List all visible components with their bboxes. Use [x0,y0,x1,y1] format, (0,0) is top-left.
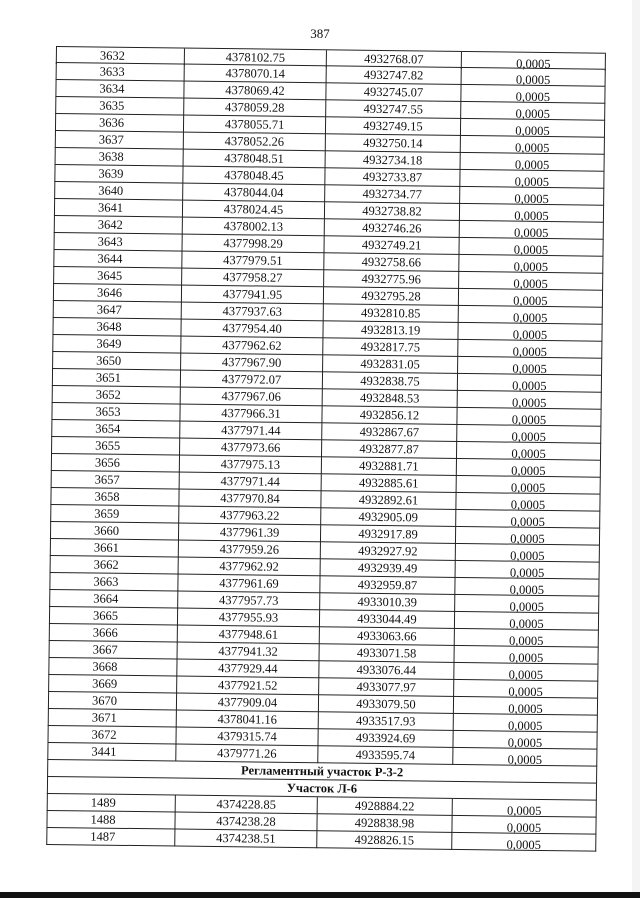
y-coordinate-cell: 4932747.82 [326,66,461,85]
y-coordinate-cell: 4932749.15 [325,117,460,136]
error-cell: 0,0005 [453,663,598,682]
error-cell: 0,0005 [456,408,601,427]
error-cell: 0,0005 [455,544,600,563]
point-number-cell: 3645 [53,267,181,286]
x-coordinate-cell: 4374238.28 [174,813,316,832]
x-coordinate-cell: 4377955.93 [177,609,319,628]
point-number-cell: 1488 [46,811,174,830]
y-coordinate-cell: 4932733.87 [324,168,459,187]
point-number-cell: 3663 [49,573,177,592]
x-coordinate-cell: 4377963.22 [178,507,320,526]
y-coordinate-cell: 4932817.75 [322,338,457,357]
error-cell: 0,0005 [453,714,598,733]
error-cell: 0,0005 [460,119,605,138]
error-cell: 0,0005 [458,289,603,308]
y-coordinate-cell: 4932747.55 [325,100,460,119]
error-cell: 0,0005 [460,153,605,172]
error-cell: 0,0005 [455,527,600,546]
error-cell: 0,0005 [452,731,597,750]
x-coordinate-cell: 4377966.31 [179,405,321,424]
x-coordinate-cell: 4377973.66 [179,439,321,458]
x-coordinate-cell: 4377975.13 [179,456,321,475]
y-coordinate-cell: 4932738.82 [324,202,459,221]
error-cell: 0,0005 [453,680,598,699]
point-number-cell: 3667 [49,641,177,660]
point-number-cell: 3640 [54,182,182,201]
point-number-cell: 3642 [54,216,182,235]
y-coordinate-cell: 4933010.39 [319,593,454,612]
x-coordinate-cell: 4377961.69 [177,575,319,594]
y-coordinate-cell: 4933079.50 [318,695,453,714]
y-coordinate-cell: 4932905.09 [320,508,455,527]
y-coordinate-cell: 4932856.12 [321,406,456,425]
point-number-cell: 3665 [49,607,177,626]
point-number-cell: 3662 [50,556,178,575]
x-coordinate-cell: 4378048.51 [183,150,325,169]
y-coordinate-cell: 4928838.98 [316,814,451,833]
point-number-cell: 3671 [48,709,176,728]
point-number-cell: 3672 [47,726,175,745]
y-coordinate-cell: 4932939.49 [320,559,455,578]
y-coordinate-cell: 4933044.49 [319,610,454,629]
point-number-cell: 3636 [55,114,183,133]
x-coordinate-cell: 4378002.13 [182,218,324,237]
x-coordinate-cell: 4378041.16 [176,711,318,730]
point-number-cell: 3633 [56,63,184,82]
point-number-cell: 3669 [48,675,176,694]
point-number-cell: 3634 [55,80,183,99]
x-coordinate-cell: 4374228.85 [175,796,317,815]
y-coordinate-cell: 4932838.75 [322,372,457,391]
x-coordinate-cell: 4378024.45 [182,201,324,220]
y-coordinate-cell: 4932745.07 [325,83,460,102]
x-coordinate-cell: 4378044.04 [182,184,324,203]
error-cell: 0,0005 [458,255,603,274]
point-number-cell: 3638 [55,148,183,167]
point-number-cell: 3656 [51,454,179,473]
y-coordinate-cell: 4932795.28 [323,287,458,306]
error-cell: 0,0005 [451,816,596,835]
x-coordinate-cell: 4378070.14 [184,65,326,84]
y-coordinate-cell: 4932848.53 [322,389,457,408]
error-cell: 0,0005 [458,306,603,325]
section-heading-regulated: Регламентный участок Р-3-2 [47,760,597,784]
point-number-cell: 3659 [50,505,178,524]
y-coordinate-cell: 4932917.89 [320,525,455,544]
error-cell: 0,0005 [452,799,597,818]
point-number-cell: 3668 [48,658,176,677]
point-number-cell: 3670 [48,692,176,711]
point-number-cell: 3660 [50,522,178,541]
error-cell: 0,0005 [454,595,599,614]
y-coordinate-cell: 4928826.15 [316,831,451,850]
y-coordinate-cell: 4932959.87 [319,576,454,595]
y-coordinate-cell: 4932810.85 [323,304,458,323]
error-cell: 0,0005 [456,425,601,444]
x-coordinate-cell: 4377954.40 [180,320,322,339]
y-coordinate-cell: 4933924.69 [317,729,452,748]
error-cell: 0,0005 [458,238,603,257]
error-cell: 0,0005 [459,204,604,223]
point-number-cell: 3637 [55,131,183,150]
x-coordinate-cell: 4378055.71 [183,116,325,135]
x-coordinate-cell: 4378069.42 [183,82,325,101]
point-number-cell: 3652 [52,386,180,405]
coordinates-table [46,46,606,869]
y-coordinate-cell: 4932877.87 [321,440,456,459]
point-number-cell: 1487 [46,828,174,847]
x-coordinate-cell: 4377961.39 [178,524,320,543]
y-coordinate-cell: 4932758.66 [323,253,458,272]
error-cell: 0,0005 [457,391,602,410]
point-number-cell: 1489 [47,794,175,813]
error-cell: 0,0005 [460,85,605,104]
y-coordinate-cell: 4932734.77 [324,185,459,204]
x-coordinate-cell: 4377929.44 [176,660,318,679]
y-coordinate-cell: 4932927.92 [320,542,455,561]
y-coordinate-cell: 4932892.61 [320,491,455,510]
error-cell: 0,0005 [453,646,598,665]
error-cell: 0,0005 [456,459,601,478]
y-coordinate-cell: 4928884.22 [317,797,452,816]
x-coordinate-cell: 4379315.74 [175,728,317,747]
point-number-cell: 3650 [52,352,180,371]
x-coordinate-cell: 4378102.75 [184,49,326,68]
error-cell: 0,0005 [456,476,601,495]
error-cell: 0,0005 [457,374,602,393]
error-cell: 0,0005 [460,136,605,155]
x-coordinate-cell: 4378048.45 [182,167,324,186]
y-coordinate-cell: 4933063.66 [319,627,454,646]
x-coordinate-cell: 4377962.92 [178,558,320,577]
x-coordinate-cell: 4377909.04 [176,694,318,713]
y-coordinate-cell: 4932734.18 [325,151,460,170]
scan-edge-right [632,0,640,898]
x-coordinate-cell: 4379771.26 [175,745,317,764]
x-coordinate-cell: 4377972.07 [180,371,322,390]
error-cell: 0,0005 [454,629,599,648]
point-number-cell: 3632 [56,47,184,66]
x-coordinate-cell: 4377921.52 [176,677,318,696]
error-cell: 0,0005 [452,748,597,767]
error-cell: 0,0005 [456,442,601,461]
point-number-cell: 3651 [52,369,180,388]
scan-edge-bottom [0,892,640,898]
error-cell: 0,0005 [460,102,605,121]
section-heading-plot: Участок Л-6 [47,777,597,801]
point-number-cell: 3661 [50,539,178,558]
error-cell: 0,0005 [458,272,603,291]
point-number-cell: 3649 [52,335,180,354]
y-coordinate-cell: 4932881.71 [321,457,456,476]
x-coordinate-cell: 4377971.44 [179,473,321,492]
point-number-cell: 3639 [54,165,182,184]
point-number-cell: 3647 [53,301,181,320]
point-number-cell: 3657 [51,471,179,490]
error-cell: 0,0005 [457,323,602,342]
error-cell: 0,0005 [455,561,600,580]
point-number-cell: 3635 [55,97,183,116]
error-cell: 0,0005 [453,697,598,716]
table-body-plot [46,794,597,852]
point-number-cell: 3655 [51,437,179,456]
point-number-cell: 3653 [51,403,179,422]
x-coordinate-cell: 4377948.61 [177,626,319,645]
x-coordinate-cell: 4377962.62 [180,337,322,356]
y-coordinate-cell: 4932867.67 [321,423,456,442]
y-coordinate-cell: 4932746.26 [324,219,459,238]
point-number-cell: 3648 [52,318,180,337]
x-coordinate-cell: 4377941.95 [181,286,323,305]
point-number-cell: 3654 [51,420,179,439]
y-coordinate-cell: 4933077.97 [318,678,453,697]
y-coordinate-cell: 4932768.07 [326,50,461,69]
x-coordinate-cell: 4377957.73 [177,592,319,611]
y-coordinate-cell: 4932831.05 [322,355,457,374]
table-body-main [47,46,606,767]
error-cell: 0,0005 [459,221,604,240]
x-coordinate-cell: 4378052.26 [183,133,325,152]
error-cell: 0,0005 [455,493,600,512]
x-coordinate-cell: 4374238.51 [174,830,316,849]
error-cell: 0,0005 [455,510,600,529]
point-number-cell: 3644 [53,250,181,269]
y-coordinate-cell: 4933071.58 [319,644,454,663]
x-coordinate-cell: 4377959.26 [178,541,320,560]
page-number: 387 [310,26,330,41]
y-coordinate-cell: 4932749.21 [323,236,458,255]
point-number-cell: 3646 [53,284,181,303]
point-number-cell: 3643 [54,233,182,252]
y-coordinate-cell: 4933595.74 [317,746,452,765]
point-number-cell: 3441 [47,743,175,762]
error-cell: 0,0005 [457,357,602,376]
x-coordinate-cell: 4377958.27 [181,269,323,288]
error-cell: 0,0005 [459,170,604,189]
x-coordinate-cell: 4377941.32 [177,643,319,662]
y-coordinate-cell: 4932775.96 [323,270,458,289]
point-number-cell: 3664 [49,590,177,609]
x-coordinate-cell: 4378059.28 [183,99,325,118]
error-cell: 0,0005 [454,578,599,597]
y-coordinate-cell: 4932885.61 [321,474,456,493]
error-cell: 0,0005 [454,612,599,631]
y-coordinate-cell: 4933517.93 [318,712,453,731]
point-number-cell: 3641 [54,199,182,218]
y-coordinate-cell: 4933076.44 [318,661,453,680]
x-coordinate-cell: 4377967.06 [180,388,322,407]
y-coordinate-cell: 4932813.19 [322,321,457,340]
point-number-cell: 3666 [49,624,177,643]
x-coordinate-cell: 4377998.29 [181,235,323,254]
point-number-cell: 3658 [50,488,178,507]
x-coordinate-cell: 4377979.51 [181,252,323,271]
error-cell: 0,0005 [459,187,604,206]
x-coordinate-cell: 4377970.84 [178,490,320,509]
y-coordinate-cell: 4932750.14 [325,134,460,153]
x-coordinate-cell: 4377971.44 [179,422,321,441]
x-coordinate-cell: 4377937.63 [181,303,323,322]
error-cell: 0,0005 [461,68,606,87]
error-cell: 0,0005 [461,52,606,71]
error-cell: 0,0005 [457,340,602,359]
x-coordinate-cell: 4377967.90 [180,354,322,373]
error-cell: 0,0005 [451,833,596,852]
